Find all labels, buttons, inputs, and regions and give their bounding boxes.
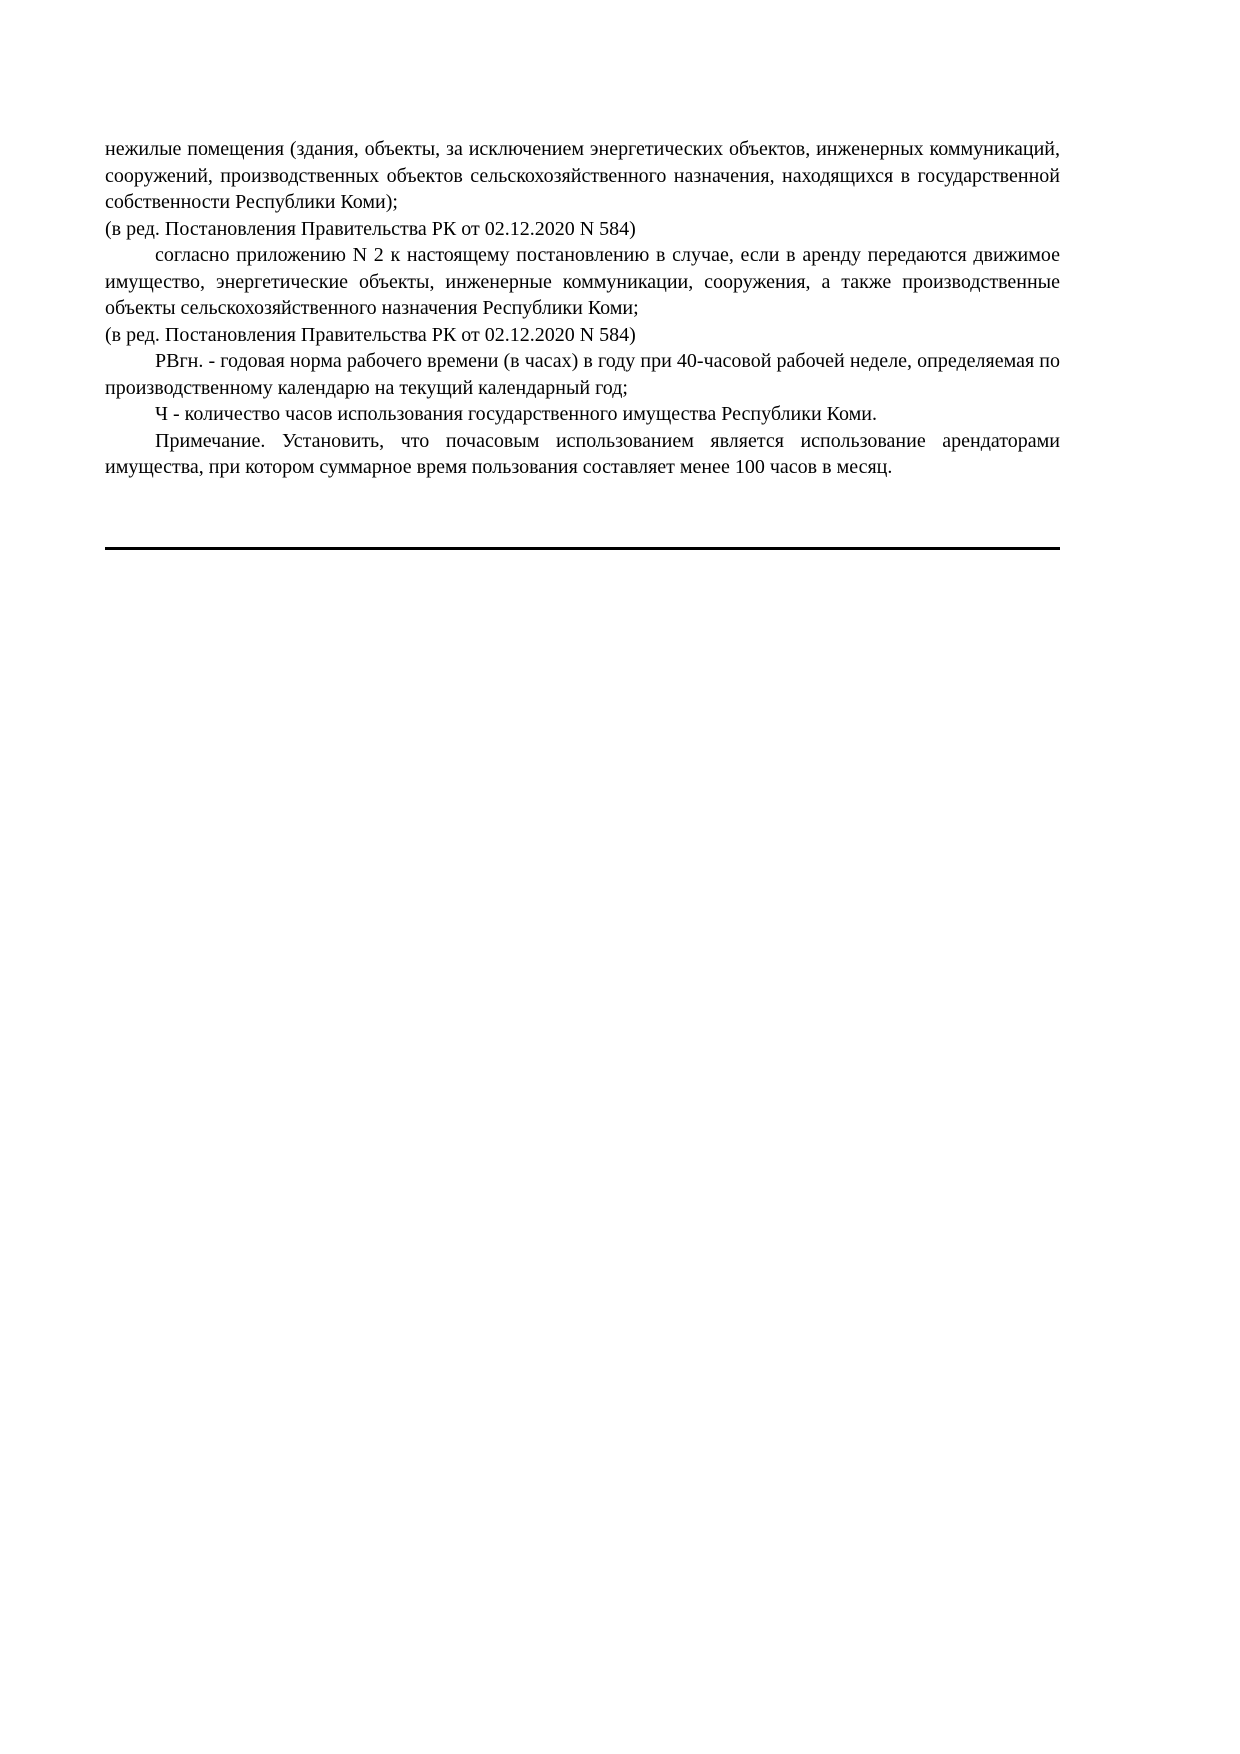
edit-note-resolution-584-first: (в ред. Постановления Правительства РК от 02.12.2020 N 584) [105,217,636,240]
paragraph-nonresidential-premises: нежилые помещения (здания, объекты, за исключением энергетических объектов, инженерных коммуникаций, сооружений, производственных объектов сельскохозяйственного назначения, находящихся в государственной собственности Республики Коми); [105,138,1060,213]
text-column [105,136,1060,550]
paragraph-rvgn-definition: РВгн. - годовая норма рабочего времени (в часах) в году при 40-часовой рабочей неделе, определяемая по производственному календарю на текущий календарный год; [105,350,1060,399]
paragraph-ch-definition: Ч - количество часов использования государственного имущества Республики Коми. [155,403,877,425]
paragraph-annex-2: согласно приложению N 2 к настоящему постановлению в случае, если в аренду передаются движимое имущество, энергетические объекты, инженерные коммуникации, сооружения, а также производственные объекты сельскохозяйственного назначения Республики Коми; [105,244,1060,319]
paragraph-note-hourly-use: Примечание. Установить, что почасовым использованием является использование арендаторами имущества, при котором суммарное время пользования составляет менее 100 часов в месяц. [105,429,1060,478]
edit-note-resolution-584-second: (в ред. Постановления Правительства РК от 02.12.2020 N 584) [105,323,636,346]
section-divider [105,547,1060,550]
